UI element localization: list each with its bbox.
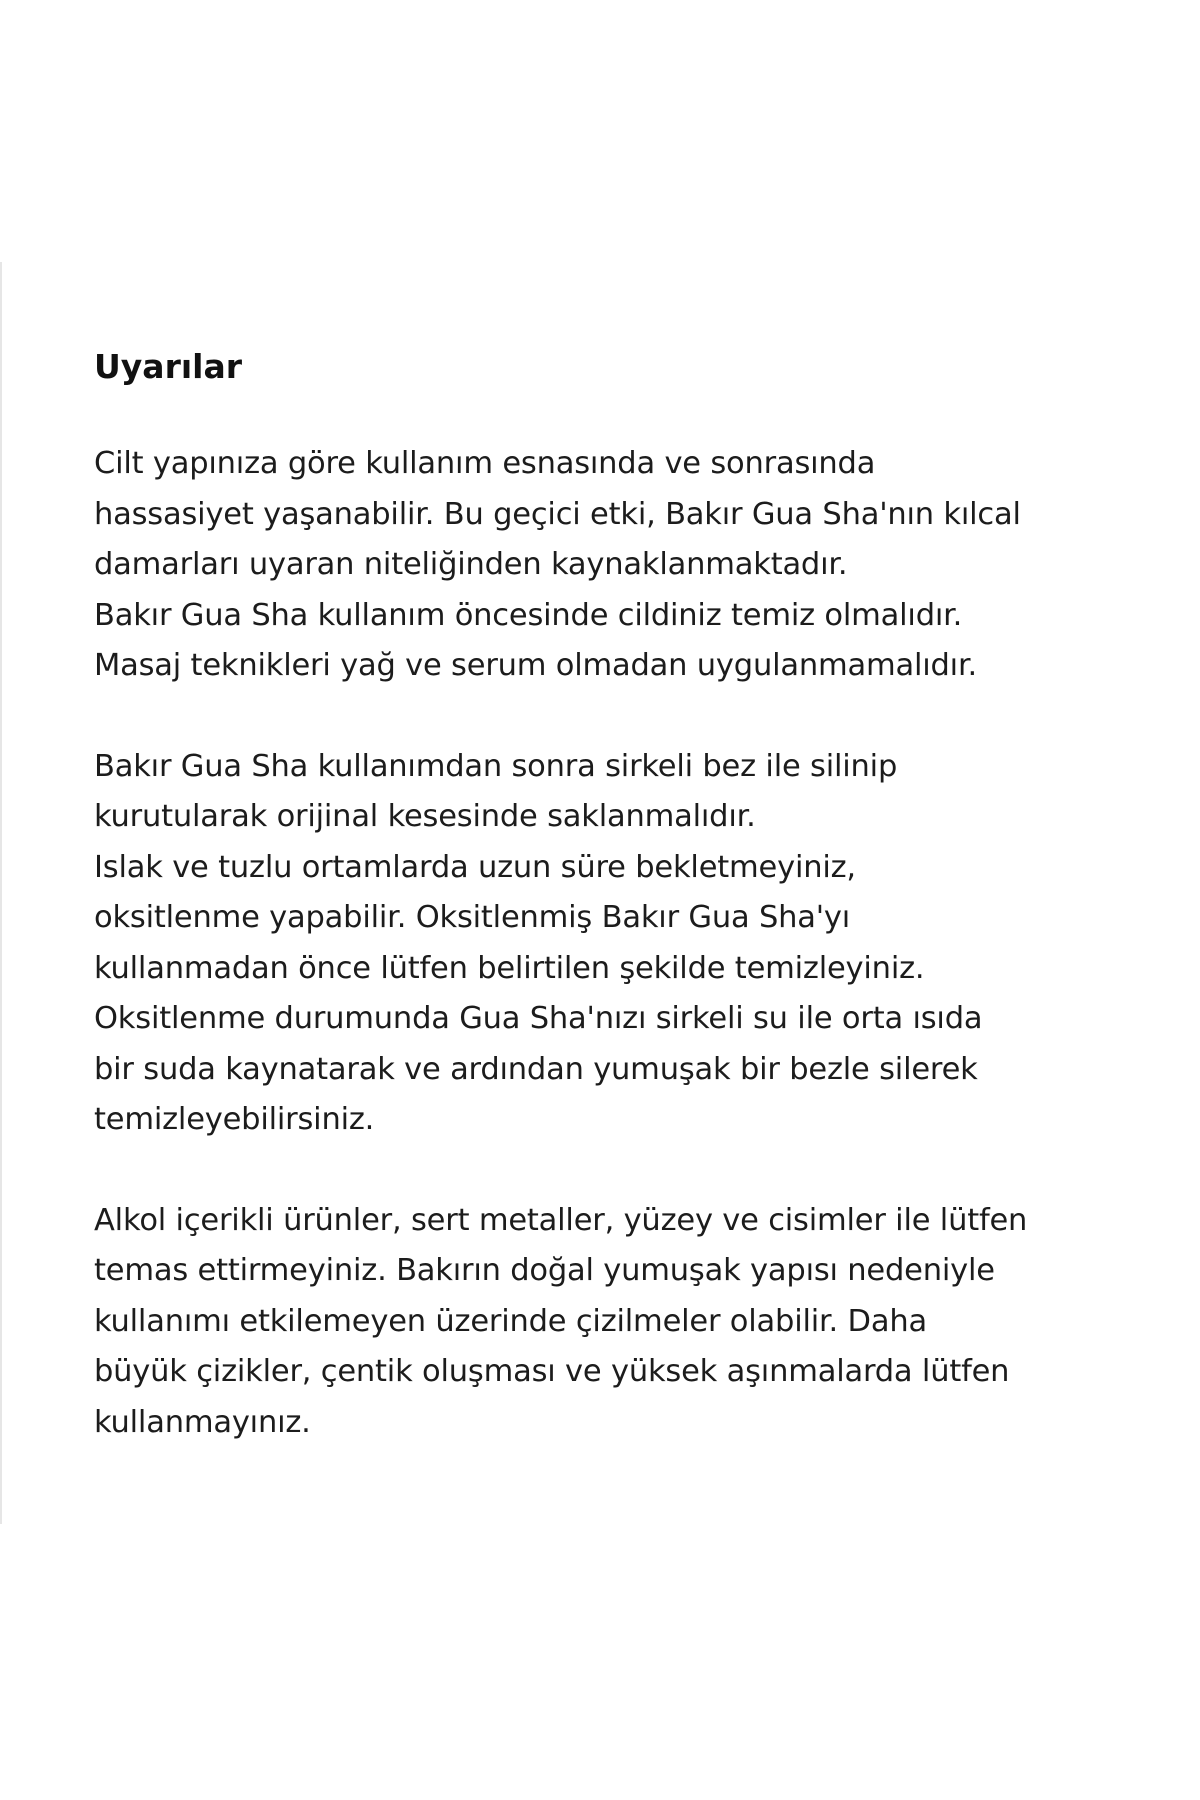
text-line: büyük çizikler, çentik oluşması ve yüksek aşınmalarda lütfen <box>94 1354 1010 1389</box>
text-line: kullanmayınız. <box>94 1404 311 1440</box>
text-line: kullanımı etkilemeyen üzerinde çizilmeler olabilir. Daha <box>94 1303 927 1339</box>
text-line: Oksitlenme durumunda Gua Sha'nızı sirkeli su ile orta ısıda <box>94 1001 983 1036</box>
text-line: Islak ve tuzlu ortamlarda uzun süre bekletmeyiniz, <box>94 849 856 885</box>
text-line: kurutularak orijinal kesesinde saklanmalıdır. <box>94 799 756 834</box>
left-edge-divider <box>0 262 2 1524</box>
text-line: temas ettirmeyiniz. Bakırın doğal yumuşak yapısı nedeniyle <box>94 1253 995 1288</box>
warnings-document <box>94 342 1154 1498</box>
text-line: Bakır Gua Sha kullanımdan sonra sirkeli bez ile silinip <box>94 748 898 784</box>
text-line: Cilt yapınıza göre kullanım esnasında ve sonrasında <box>94 446 876 481</box>
text-line: damarları uyaran niteliğinden kaynaklanmaktadır. <box>94 547 848 582</box>
text-line: kullanmadan önce lütfen belirtilen şekilde temizleyiniz. <box>94 950 925 986</box>
text-line: Alkol içerikli ürünler, sert metaller, yüzey ve cisimler ile lütfen <box>94 1202 1028 1238</box>
text-line: hassasiyet yaşanabilir. Bu geçici etki, Bakır Gua Sha'nın kılcal <box>94 496 1021 532</box>
paragraph-skin-sensitivity <box>94 439 1154 692</box>
paragraph-cleaning-storage <box>94 742 1154 1146</box>
paragraph-contact-wear <box>94 1196 1154 1449</box>
page-title: Uyarılar <box>94 347 243 386</box>
text-line: oksitlenme yapabilir. Oksitlenmiş Bakır Gua Sha'yı <box>94 900 851 935</box>
text-line: Masaj teknikleri yağ ve serum olmadan uygulanmamalıdır. <box>94 648 977 683</box>
text-line: Bakır Gua Sha kullanım öncesinde cildiniz temiz olmalıdır. <box>94 597 963 633</box>
text-line: bir suda kaynatarak ve ardından yumuşak bir bezle silerek <box>94 1051 978 1087</box>
text-line: temizleyebilirsiniz. <box>94 1102 375 1137</box>
